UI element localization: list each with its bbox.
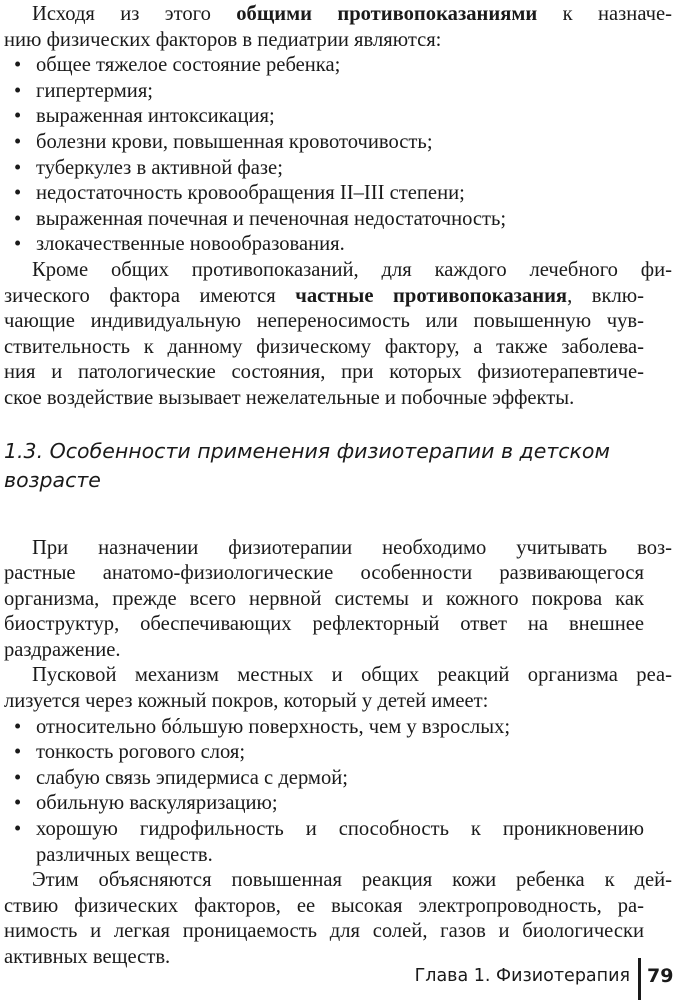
general-contraindications-list <box>4 53 648 258</box>
bullet-icon: • <box>14 715 22 738</box>
bullet-icon: • <box>14 54 22 77</box>
list-item: • относительно бóльшую поверхность, чем у взрослых; <box>4 715 648 741</box>
section-heading-line: 1.3. Особенности применения физиотерапии в детском <box>4 438 610 463</box>
list-item: • хорошую гидрофильность и способность к проникновению <box>4 817 644 843</box>
paragraph-line: Кроме общих противопоказаний, для каждого лечебного фи- <box>32 258 672 281</box>
bullet-icon: • <box>14 182 22 205</box>
list-item: • болезни крови, повышенная кровоточивость; <box>4 130 648 156</box>
paragraph-age-features <box>4 536 672 664</box>
bullet-icon: • <box>14 156 22 179</box>
footer-divider <box>638 958 641 1000</box>
running-footer-chapter: Глава 1. Физиотерапия <box>414 966 630 986</box>
list-item: • выраженная почечная и печеночная недостаточность; <box>4 207 648 233</box>
paragraph-line: ния и патологические состояния, при которых физиотерапевтиче- <box>4 361 644 384</box>
paragraph-line: организма, прежде всего нервной системы и кожного покрова как <box>4 587 644 610</box>
bullet-icon: • <box>14 766 22 789</box>
paragraph-line: Пусковой механизм местных и общих реакций организма реа- <box>32 664 672 687</box>
bullet-icon: • <box>14 79 22 102</box>
list-item: • злокачественные новообразования. <box>4 232 648 258</box>
list-item: • недостаточность кровообращения II–III степени; <box>4 181 648 207</box>
paragraph-line: ствительность к данному физическому фактору, а также заболева- <box>4 335 644 358</box>
paragraph-general-contraindications-line: Исходя из этого общими противопоказаниями к назначе- <box>32 3 672 25</box>
bullet-icon: • <box>14 792 22 815</box>
bold-term-private-contraindications: частные противопоказания <box>295 284 568 307</box>
paragraph-line: нию физических факторов в педиатрии являются: <box>4 28 442 51</box>
section-heading-line: возрасте <box>4 467 101 492</box>
paragraph-line: ствию физических факторов, ее высокая электропроводность, ра- <box>4 894 644 917</box>
paragraph-line: Этим объясняются повышенная реакция кожи ребенка к дей- <box>32 869 672 892</box>
page-body <box>4 2 672 971</box>
paragraph-line: растные анатомо-физиологические особенности развивающегося <box>4 562 644 585</box>
paragraph-conclusion <box>4 868 672 970</box>
bullet-icon: • <box>14 207 22 230</box>
list-item: • тонкость рогового слоя; <box>4 740 648 766</box>
list-item: • обильную васкуляризацию; <box>4 791 648 817</box>
list-item: • слабую связь эпидермиса с дермой; <box>4 766 648 792</box>
paragraph-line: ское воздействие вызывает нежелательные и побочные эффекты. <box>4 386 575 409</box>
section-heading <box>4 437 648 495</box>
page-footer <box>0 958 676 1000</box>
bullet-icon: • <box>14 130 22 153</box>
bullet-icon: • <box>14 105 22 128</box>
list-item: • туберкулез в активной фазе; <box>4 156 648 182</box>
paragraph-line: чающие индивидуальную непереносимость или повышенную чув- <box>4 310 644 333</box>
paragraph-private-contraindications <box>4 258 672 412</box>
bullet-icon: • <box>14 233 22 256</box>
list-item: • выраженная интоксикация; <box>4 104 648 130</box>
bold-term-general-contraindications: общими противопоказаниями <box>236 3 538 25</box>
paragraph-line: активных веществ. <box>4 946 171 968</box>
bullet-icon: • <box>14 818 22 841</box>
paragraph-line: лизуется через кожный покров, который у детей имеет: <box>4 690 489 713</box>
bullet-icon: • <box>14 741 22 764</box>
paragraph-line: При назначении физиотерапии необходимо учитывать воз- <box>32 536 672 559</box>
page-number: 79 <box>647 965 674 987</box>
skin-features-list <box>4 715 648 869</box>
paragraph-line: биоструктур, обеспечивающих рефлекторный ответ на внешнее <box>4 613 644 636</box>
paragraph-trigger-mechanism <box>4 663 672 714</box>
paragraph-line: зического фактора имеются частные противопоказания, вклю- <box>4 284 644 307</box>
paragraph-line: нимость и легкая проницаемость для солей, газов и биологически <box>4 920 644 943</box>
paragraph-line: раздражение. <box>4 638 121 661</box>
list-item: • общее тяжелое состояние ребенка; <box>4 53 648 79</box>
list-item-continuation: различных веществ. <box>36 843 213 866</box>
list-item: • гипертермия; <box>4 79 648 105</box>
